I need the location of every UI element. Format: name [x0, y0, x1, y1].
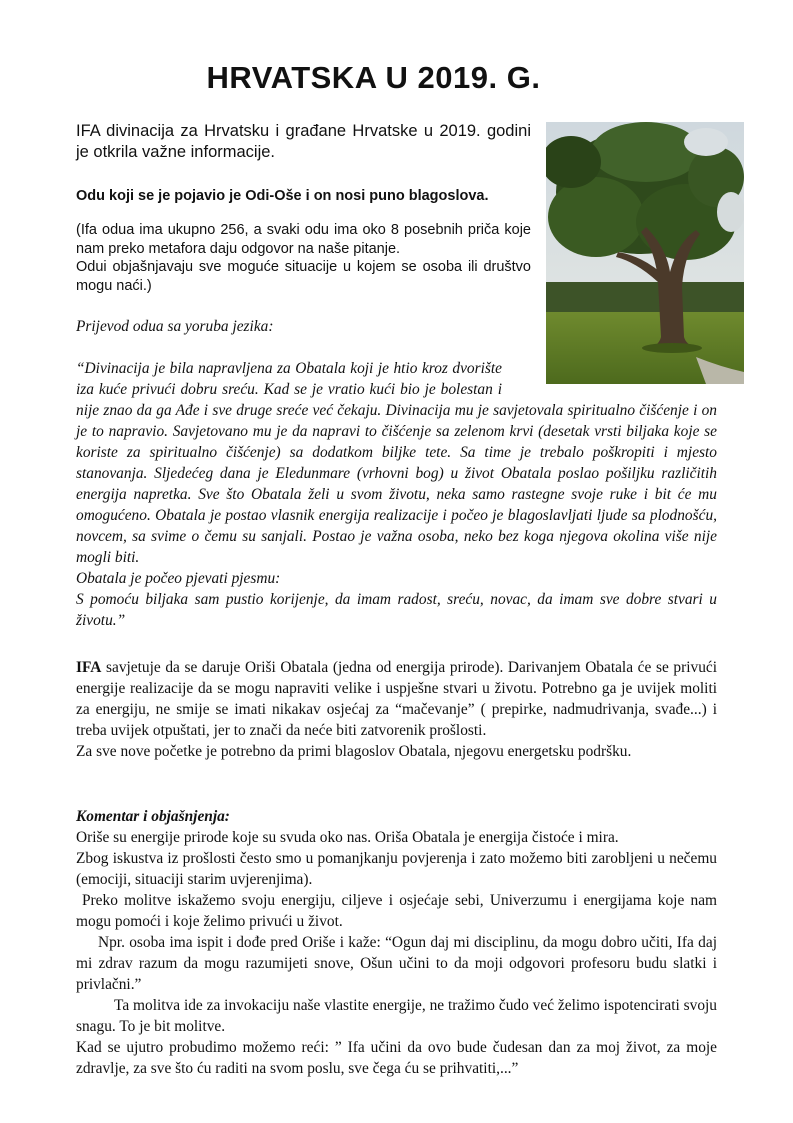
ifa-paragraph-text: savjetuje da se daruje Oriši Obatala (jedna od energija prirode). Darivanjem Obatala će se privući energije realizacije da se mogu napraviti velike i uspješne stvari u životu. Potrebno ga je uvijek moliti za energiju, ne smije se imati nikakav osjećaj za “mačevanje” ( prepirke, nadmudrivanja, svađe...) i treba uvijek otpuštati, jer to znači da neće biti zatvorenik prošlosti.	[76, 659, 717, 739]
comment-section	[76, 806, 717, 1079]
quote-paragraph-3: S pomoću biljaka sam pustio korijenje, da imam radost, sreću, novac, da imam sve dobre stvari u životu.”	[76, 591, 717, 629]
note-line-1: (Ifa odua ima ukupno 256, a svaki odu ima oko 8 posebnih priča koje nam preko metafora daju odgovor na naše pitanje.	[76, 222, 531, 257]
ifa-advice	[76, 657, 717, 762]
odu-heading: Odu koji se je pojavio je Odi-Oše i on nosi puno blagoslova.	[76, 188, 489, 204]
ifa-bold-word: IFA	[76, 659, 102, 676]
comment-p1: Oriše su energije prirode koje su svuda oko nas. Oriša Obatala je energija čistoće i mira.	[76, 829, 619, 846]
comment-heading: Komentar i objašnjenja:	[76, 808, 230, 825]
comment-p3: Preko molitve iskažemo svoju energiju, ciljeve i osjećaje sebi, Univerzumu i energijama koje nam mogu pomoći i koje želimo privući u život.	[76, 892, 717, 930]
comment-p4: Npr. osoba ima ispit i dođe pred Oriše i kaže: “Ogun daj mi disciplinu, da mogu dobro učiti, Ifa daj mi zdrav razum da mogu razumijeti snove, Ošun učini to da moji odgovori profesoru budu slatki i privlačni.”	[76, 934, 717, 993]
odu-note	[76, 221, 531, 295]
ifa-paragraph	[76, 657, 717, 741]
quote-paragraph-1: “Divinacija je bila napravljena za Obatala koji je htio kroz dvorište iza kuće privući dobru sreću. Kad se je vratio kući bio je bolestan i nije znao da ga Ađe i sve druge sreće već čekaju. Divinacija mu je savjetovala spiritualno čišćenje i on je to napravio. Savjetovano mu je da napravi to čišćenje sa zelenom krvi (desetak vrsti biljaka koje se koriste za spiritualno čišćenje) sa dodatkom biljke tete. Sa time je trebalo poškropiti i mjesto stanovanja. Sljedećeg dana je Eledunmare (vrhovni bog) u život Obatala poslao pošiljku različitih energija napretka. Sve što Obatala želi u svom životu, neka samo rastegne svoje ruke i bit će mu omogućeno. Obatala je postao vlasnik energija realizacije i počeo je blagoslavljati ljude sa plodnošću, novcem, sa svime o čemu su sanjali. Postao je važna osoba, neko bez koga njegova okolina više nije mogli biti.	[76, 360, 717, 566]
comment-p2: Zbog iskustva iz prošlosti često smo u pomanjkanju povjerenja i zato možemo biti zarobljeni u nečemu (emociji, situaciji starim uvjerenjima).	[76, 850, 717, 888]
note-line-2: Odui objašnjavaju sve moguće situacije u kojem se osoba ili društvo mogu naći.)	[76, 259, 531, 294]
tree-photo	[546, 122, 744, 384]
ifa-line-2: Za sve nove početke je potrebno da primi blagoslov Obatala, njegovu energetsku podršku.	[76, 743, 632, 760]
comment-p6: Kad se ujutro probudimo možemo reći: ” Ifa učini da ovo bude čudesan dan za moj život, za moje zdravlje, za sve što ću raditi na svom poslu, sve čega ću se prihvatiti,...”	[76, 1039, 717, 1077]
quote-block	[76, 358, 717, 631]
quote-paragraph-2: Obatala je počeo pjevati pjesmu:	[76, 570, 281, 587]
intro-text: IFA divinacija za Hrvatsku i građane Hrvatske u 2019. godini je otkrila važne informacije.	[76, 122, 531, 161]
page-title: HRVATSKA U 2019. G.	[206, 60, 541, 95]
comment-p5: Ta molitva ide za invokaciju naše vlastite energije, ne tražimo čudo već želimo ispotencirati svoju snagu. To je bit molitve.	[76, 997, 717, 1035]
translation-label: Prijevod odua sa yoruba jezika:	[76, 318, 274, 335]
